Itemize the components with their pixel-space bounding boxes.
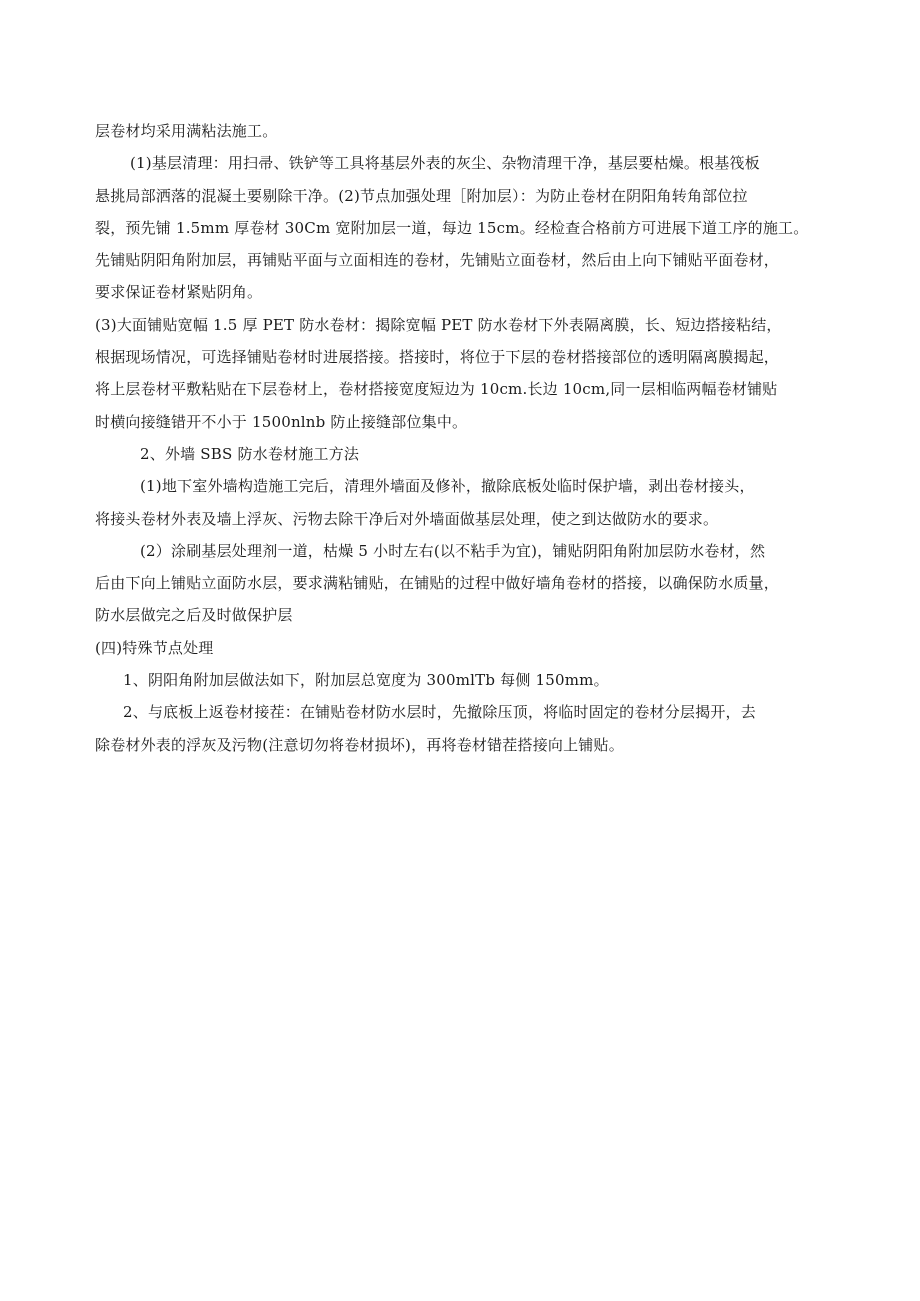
document-body — [95, 115, 845, 761]
text-line: (1)地下室外墙构造施工完后，清理外墙面及修补，撤除底板处临时保护墙，剥出卷材接头， — [140, 477, 755, 496]
text-line: 后由下向上铺贴立面防水层，要求满粘铺贴，在铺贴的过程中做好墙角卷材的搭接，以确保防水质量， — [95, 574, 780, 593]
section-heading: 2、外墙 SBS 防水卷材施工方法 — [140, 444, 360, 463]
text-line: 要求保证卷材紧贴阴角。 — [95, 283, 263, 302]
text-line: 将接头卷材外表及墙上浮灰、污物去除干净后对外墙面做基层处理，使之到达做防水的要求。 — [95, 509, 719, 528]
text-line: 时横向接缝错开不小于 1500nlnb 防止接缝部位集中。 — [95, 412, 468, 431]
text-line: (2）涂刷基层处理剂一道，枯燥 5 小时左右(以不粘手为宜)，铺贴阴阳角附加层防水卷材，然 — [140, 541, 766, 560]
text-line: 裂，预先铺 1.5mm 厚卷材 30Cm 宽附加层一道，每边 15cm。经检查合格前方可进展下道工序的施工。 — [95, 218, 809, 237]
text-line: 2、与底板上返卷材接茬：在铺贴卷材防水层时，先撤除压顶，将临时固定的卷材分层揭开，去 — [123, 703, 756, 722]
text-line: 除卷材外表的浮灰及污物(注意切勿将卷材损坏)，再将卷材错茬搭接向上铺贴。 — [95, 735, 624, 754]
section-heading: (四)特殊节点处理 — [95, 638, 214, 657]
text-line: 悬挑局部洒落的混凝土要剔除干净。(2)节点加强处理［附加层）：为防止卷材在阴阳角转角部位拉 — [95, 186, 748, 205]
text-line: 将上层卷材平敷粘贴在下层卷材上，卷材搭接宽度短边为 10cm.长边 10cm,同一层相临两幅卷材铺贴 — [95, 380, 778, 399]
text-line: (1)基层清理：用扫帚、铁铲等工具将基层外表的灰尘、杂物清理干净，基层要枯燥。根基筏板 — [130, 154, 760, 173]
text-line: 防水层做完之后及时做保护层 — [95, 606, 293, 625]
text-line: 层卷材均采用满粘法施工。 — [95, 122, 278, 140]
text-line: (3)大面铺贴宽幅 1.5 厚 PET 防水卷材：揭除宽幅 PET 防水卷材下外表隔离膜，长、短边搭接粘结， — [95, 315, 782, 334]
text-line: 根据现场情况，可选择铺贴卷材时进展搭接。搭接时，将位于下层的卷材搭接部位的透明隔离膜揭起， — [95, 348, 780, 367]
text-line: 1、阴阳角附加层做法如下，附加层总宽度为 300mlTb 每侧 150mm。 — [123, 671, 609, 690]
text-line: 先铺贴阴阳角附加层，再铺贴平面与立面相连的卷材，先铺贴立面卷材，然后由上向下铺贴平面卷材， — [95, 251, 780, 270]
